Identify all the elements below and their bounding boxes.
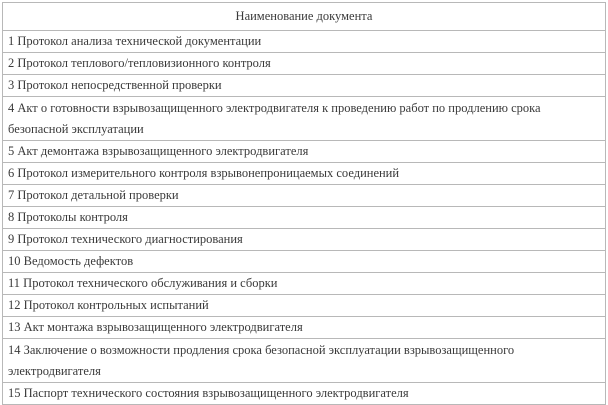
table-row [3,229,606,251]
document-name-cell: 1 Протокол анализа технической документации [3,31,606,53]
document-name-cell: 7 Протокол детальной проверки [3,185,606,207]
table-row [3,383,606,405]
table-row [3,251,606,273]
document-name-cell: 11 Протокол технического обслуживания и сборки [3,273,606,295]
document-name-cell: 12 Протокол контрольных испытаний [3,295,606,317]
document-name-cell: 9 Протокол технического диагностирования [3,229,606,251]
column-header-document-name: Наименование документа [3,3,606,31]
document-name-cell: 15 Паспорт технического состояния взрывозащищенного электродвигателя [3,383,606,405]
document-name-cell: 6 Протокол измерительного контроля взрывонепроницаемых соединений [3,163,606,185]
document-name-cell: 5 Акт демонтажа взрывозащищенного электродвигателя [3,141,606,163]
document-name-cell: 13 Акт монтажа взрывозащищенного электродвигателя [3,317,606,339]
document-name-cell: 8 Протоколы контроля [3,207,606,229]
table-row [3,339,606,383]
document-name-cell: 3 Протокол непосредственной проверки [3,75,606,97]
document-name-cell: 4 Акт о готовности взрывозащищенного электродвигателя к проведению работ по продлению срока безопасной эксплуатации [3,97,606,141]
table-row [3,163,606,185]
document-name-cell: 2 Протокол теплового/тепловизионного контроля [3,53,606,75]
table-row [3,53,606,75]
table-row [3,295,606,317]
document-table [2,2,606,405]
table-row [3,75,606,97]
table-row [3,317,606,339]
table-row [3,207,606,229]
document-name-cell: 14 Заключение о возможности продления срока безопасной эксплуатации взрывозащищенного электродвигателя [3,339,606,383]
table-header-row [3,3,606,31]
table-row [3,97,606,141]
document-name-cell: 10 Ведомость дефектов [3,251,606,273]
table-row [3,185,606,207]
table-row [3,31,606,53]
table-row [3,273,606,295]
table-row [3,141,606,163]
